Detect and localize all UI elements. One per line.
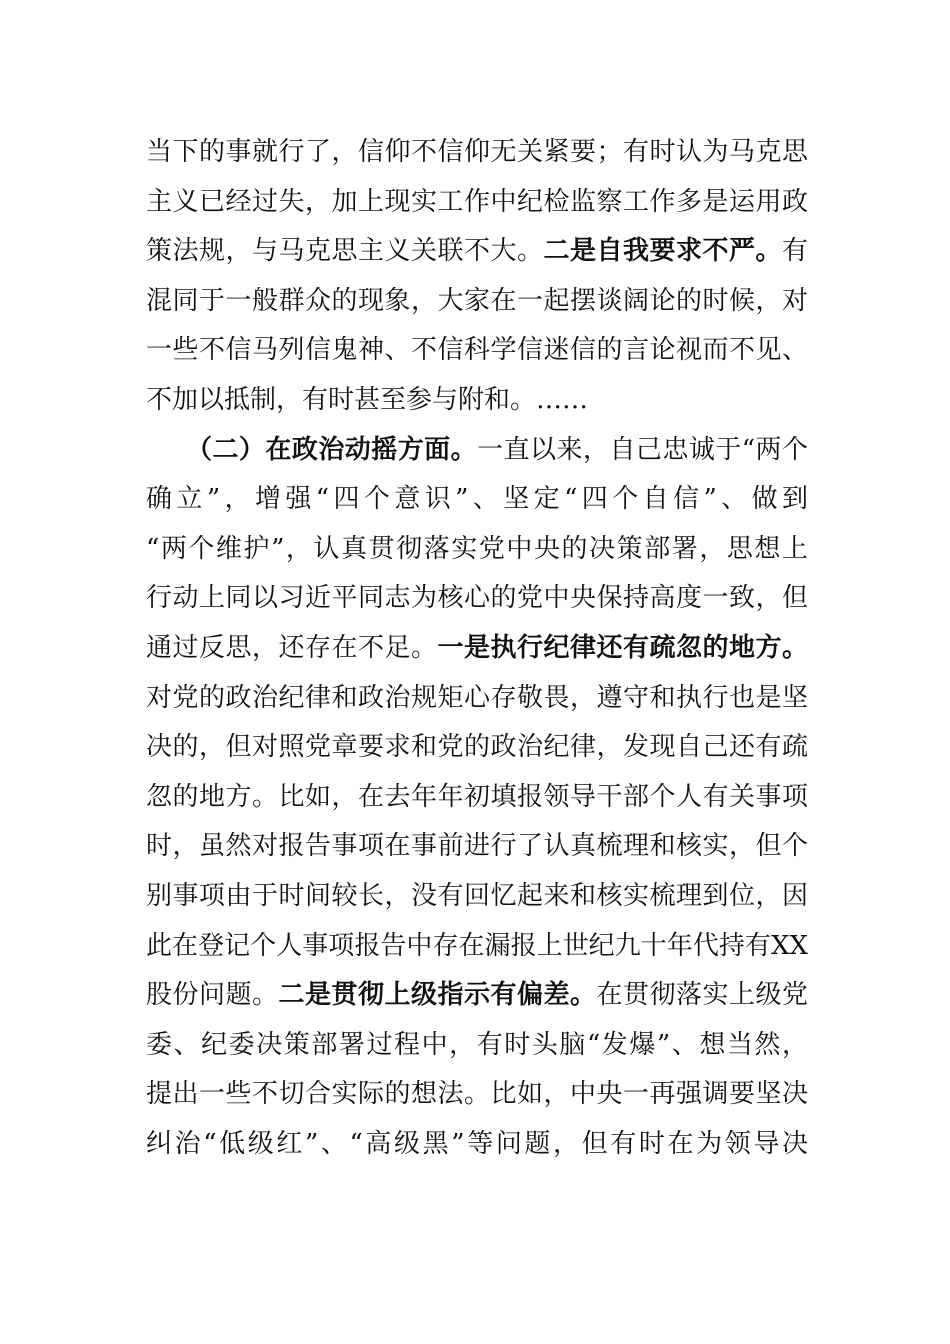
body-text: 提出一些不切合实际的想法。比如，中央一再强调要坚决 — [146, 1079, 808, 1110]
text-line — [146, 624, 808, 674]
text-line — [146, 1120, 808, 1170]
text-line — [146, 971, 808, 1021]
body-text: 纠治“低级红”、“高级黑”等问题，但有时在为领导决 — [146, 1128, 808, 1159]
text-line — [146, 227, 808, 277]
bold-heading-text: 二是贯彻上级指示有偏差。 — [278, 980, 597, 1011]
text-line — [146, 376, 808, 426]
body-text: 当下的事就行了，信仰不信仰无关紧要；有时认为马克思 — [146, 137, 808, 167]
text-line — [146, 773, 808, 823]
body-text: 行动上同以习近平同志为核心的党中央保持高度一致，但 — [146, 583, 808, 614]
body-text: “两个维护”，认真贯彻落实党中央的决策部署，思想上 — [146, 533, 808, 564]
body-text: 通过反思，还存在不足。 — [146, 632, 438, 663]
text-line — [146, 723, 808, 773]
text-line — [146, 1021, 808, 1071]
body-text: 委、纪委决策部署过程中，有时头脑“发爆”、想当然， — [146, 1029, 808, 1060]
text-line — [146, 475, 808, 525]
text-line — [146, 1070, 808, 1120]
text-line — [146, 822, 808, 872]
body-text: 不加以抵制，有时甚至参与附和。…… — [146, 384, 589, 415]
bold-heading-text: （二）在政治动摇方面。 — [186, 434, 478, 465]
body-text: 在贯彻落实上级党 — [596, 980, 808, 1011]
body-text: 混同于一般群众的现象，大家在一起摆谈阔论的时候，对 — [146, 285, 808, 316]
text-line — [146, 178, 808, 228]
text-line — [146, 574, 808, 624]
body-text: 此在登记个人事项报告中存在漏报上世纪九十年代持有XX — [146, 930, 808, 961]
text-line — [146, 426, 808, 476]
body-text: 股份问题。 — [146, 980, 279, 1011]
body-text: 有 — [781, 236, 808, 267]
body-text: 一直以来，自己忠诚于“两个 — [477, 434, 808, 465]
body-text: 时，虽然对报告事项在事前进行了认真梳理和核实，但个 — [146, 831, 808, 862]
body-text: 主义已经过失，加上现实工作中纪检监察工作多是运用政 — [146, 186, 808, 217]
body-text: 决的，但对照党章要求和党的政治纪律，发现自己还有疏 — [146, 732, 808, 763]
text-line — [146, 525, 808, 575]
text-line — [146, 872, 808, 922]
body-text: 确立”，增强“四个意识”、坚定“四个自信”、做到 — [146, 484, 808, 515]
text-line — [146, 922, 808, 972]
body-text: 对党的政治纪律和政治规矩心存敬畏，遵守和执行也是坚 — [146, 682, 808, 713]
body-text: 别事项由于时间较长，没有回忆起来和核实梳理到位，因 — [146, 880, 808, 911]
bold-heading-text: 一是执行纪律还有疏忽的地方。 — [437, 632, 808, 663]
body-text: 忽的地方。比如，在去年年初填报领导干部个人有关事项 — [146, 781, 808, 812]
document-body — [146, 128, 808, 1169]
text-line — [146, 674, 808, 724]
body-text: 一些不信马列信鬼神、不信科学信迷信的言论视而不见、 — [146, 335, 808, 366]
text-line — [146, 277, 808, 327]
bold-heading-text: 二是自我要求不严。 — [543, 236, 782, 267]
body-text: 策法规，与马克思主义关联不大。 — [146, 236, 544, 267]
text-line — [146, 326, 808, 376]
text-line — [146, 128, 808, 178]
